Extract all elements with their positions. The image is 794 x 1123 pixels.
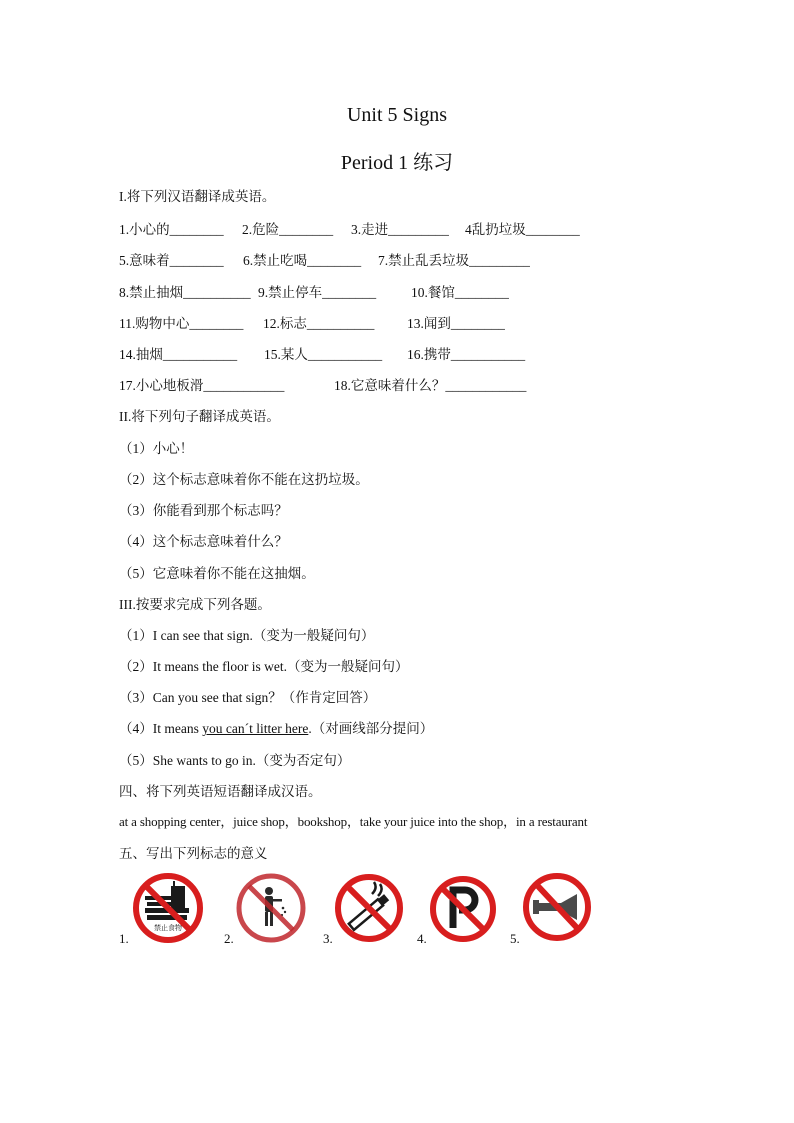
vocab-item: 10.餐馆________: [411, 285, 509, 300]
exercise-item: [119, 717, 433, 737]
vocab-item: 1.小心的________: [119, 222, 224, 237]
exercise-item: （1）I can see that sign.（变为一般疑问句）: [119, 628, 375, 643]
section1-heading: I.将下列汉语翻译成英语。: [119, 189, 276, 204]
page-title: Unit 5 Signs: [346, 104, 448, 126]
underlined-phrase: you can´t litter here: [202, 721, 309, 736]
exercise-item: （3）Can you see that sign？（作肯定回答）: [119, 690, 377, 705]
vocab-item: 17.小心地板滑____________: [119, 378, 285, 393]
sentence-item: （4）这个标志意味着什么？: [119, 534, 288, 549]
page-subtitle: Period 1 练习: [340, 152, 454, 174]
vocab-item: 12.标志__________: [263, 316, 375, 331]
vocab-item: 11.购物中心________: [119, 316, 244, 331]
vocab-item: 5.意味着________: [119, 253, 224, 268]
no-horn-icon: [519, 870, 595, 944]
exercise-item: （2）It means the floor is wet.（变为一般疑问句）: [119, 659, 409, 674]
vocab-item: 18.它意味着什么？____________: [334, 378, 527, 393]
section5-heading: 五、写出下列标志的意义: [119, 846, 268, 861]
sign-number: 1.: [119, 931, 129, 946]
sign-number: 3.: [323, 931, 333, 946]
vocab-item: 14.抽烟___________: [119, 347, 238, 362]
vocab-item: 13.闻到________: [407, 316, 505, 331]
vocab-item: 7.禁止乱丢垃圾_________: [378, 253, 530, 268]
section3-heading: III.按要求完成下列各题。: [119, 597, 271, 612]
sentence-item: （1）小心！: [119, 441, 194, 456]
vocab-item: 16.携带___________: [407, 347, 526, 362]
section4-heading: 四、将下列英语短语翻译成汉语。: [119, 784, 322, 799]
vocab-item: 3.走进_________: [351, 222, 449, 237]
vocab-item: 6.禁止吃喝________: [243, 253, 362, 268]
no-parking-icon: [428, 872, 498, 944]
vocab-item: 9.禁止停车________: [258, 285, 377, 300]
phrase-list: at a shopping center，juice shop，bookshop，take your juice into the shop，in a restaurant: [119, 814, 588, 829]
sign-number: 4.: [417, 931, 427, 946]
exercise-item: （5）She wants to go in.（变为否定句）: [119, 753, 351, 768]
sentence-item: （5）它意味着你不能在这抽烟。: [119, 566, 315, 581]
sign-number: 2.: [224, 931, 234, 946]
sentence-item: （3）你能看到那个标志吗？: [119, 503, 288, 518]
sign1-caption: 禁止食物: [154, 924, 182, 932]
no-smoking-icon: [332, 872, 406, 944]
no-littering-icon: [234, 872, 308, 944]
sign-number: 5.: [510, 931, 520, 946]
vocab-item: 4乱扔垃圾________: [465, 222, 580, 237]
exercise-item-suffix: .（对画线部分提问）: [308, 721, 434, 736]
section2-heading: II.将下列句子翻译成英语。: [119, 409, 280, 424]
vocab-item: 8.禁止抽烟__________: [119, 285, 251, 300]
sentence-item: （2）这个标志意味着你不能在这扔垃圾。: [119, 472, 369, 487]
exercise-item-prefix: （4）It means: [119, 721, 203, 736]
vocab-item: 2.危险________: [242, 222, 334, 237]
no-food-drink-icon: [131, 872, 205, 944]
vocab-item: 15.某人___________: [264, 347, 383, 362]
